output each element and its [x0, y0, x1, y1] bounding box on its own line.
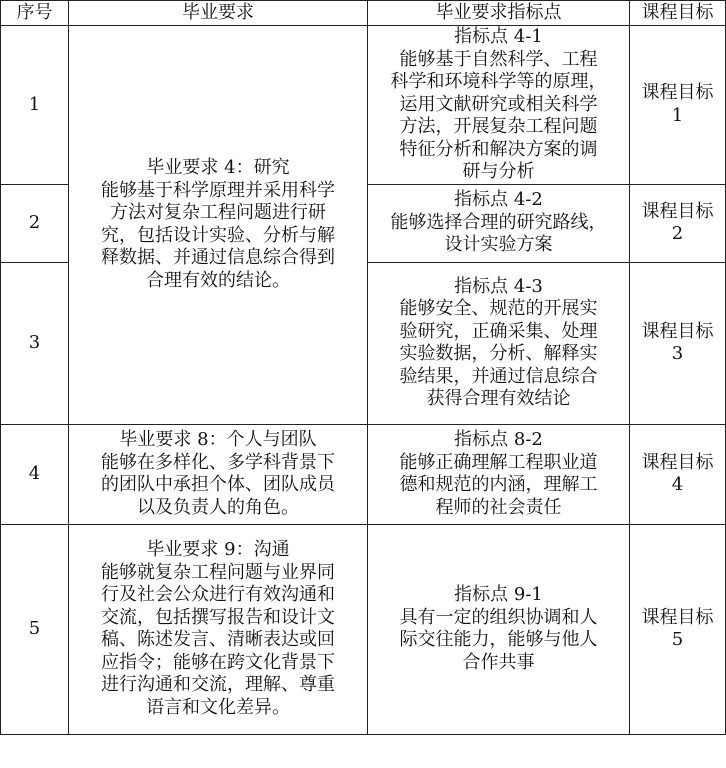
- requirement-cell-4: [69, 26, 368, 425]
- requirement-line: 究，包括设计实验、分析与解: [101, 224, 335, 246]
- indicator-line: 具有一定的组织协调和人: [399, 606, 598, 628]
- indicator-cell: [368, 424, 630, 524]
- course-goal-number: 2: [671, 223, 684, 244]
- row-number: 1: [1, 26, 69, 185]
- indicator-title: 指标点 4-1: [454, 26, 543, 47]
- header-no: 序号: [1, 1, 69, 26]
- course-goal-number: 4: [671, 474, 684, 495]
- requirement-line: 的团队中承担个体、团队成员: [101, 474, 335, 495]
- indicator-cell: [368, 262, 630, 424]
- indicator-cell: [368, 26, 630, 185]
- course-goal-cell: [630, 424, 726, 524]
- course-goal-label: 课程目标: [641, 200, 714, 222]
- indicator-title: 指标点 4-2: [454, 189, 543, 211]
- course-goal-cell: [630, 184, 726, 262]
- row-number: 4: [1, 424, 69, 524]
- header-course-goal: 课程目标: [630, 1, 726, 26]
- requirement-line: 能够就复杂工程问题与业界同: [101, 561, 335, 583]
- row-number: 3: [1, 262, 69, 424]
- indicator-cell: [368, 524, 630, 734]
- course-goal-number: 1: [671, 104, 684, 126]
- indicator-line: 验结果，并通过信息综合: [399, 365, 598, 387]
- requirement-line: 进行沟通和交流，理解、尊重: [101, 674, 335, 695]
- requirement-cell-9: [69, 524, 368, 734]
- row-number: 2: [1, 184, 69, 262]
- requirement-title: 毕业要求 8：个人与团队: [119, 429, 317, 450]
- requirement-line: 能够在多样化、多学科背景下: [101, 451, 335, 473]
- requirement-title: 毕业要求 4：研究: [146, 157, 290, 179]
- requirement-line: 能够基于科学原理并采用科学: [101, 179, 335, 201]
- requirement-line: 语言和文化差异。: [146, 696, 290, 718]
- table-row: [1, 424, 726, 524]
- course-goal-label: 课程目标: [641, 320, 714, 342]
- indicator-line: 能够安全、规范的开展实: [399, 298, 598, 319]
- course-goal-label: 课程目标: [641, 82, 714, 104]
- indicator-line: 获得合理有效结论: [426, 388, 571, 409]
- indicator-line: 德和规范的内涵，理解工: [399, 474, 598, 495]
- indicator-line: 设计实验方案: [444, 234, 553, 256]
- indicator-line: 能够基于自然科学、工程: [399, 48, 598, 70]
- indicator-line: 验研究，正确采集、处理: [399, 320, 598, 342]
- course-goal-cell: [630, 26, 726, 185]
- requirement-line: 合理有效的结论。: [146, 269, 290, 291]
- requirement-line: 释数据、并通过信息综合得到: [101, 247, 335, 269]
- course-goal-cell: [630, 524, 726, 734]
- course-goal-number: 3: [671, 343, 684, 364]
- header-row: [1, 1, 726, 26]
- indicator-title: 指标点 9-1: [454, 584, 543, 605]
- header-requirement: 毕业要求: [69, 1, 368, 26]
- indicator-title: 指标点 8-2: [454, 429, 543, 450]
- indicator-line: 运用文献研究或相关科学: [399, 93, 598, 115]
- indicator-line: 方法，开展复杂工程问题: [399, 116, 598, 137]
- indicator-title: 指标点 4-3: [454, 275, 543, 297]
- requirement-cell-8: [69, 424, 368, 524]
- requirement-line: 应指令；能够在跨文化背景下: [101, 651, 335, 673]
- course-goal-label: 课程目标: [641, 451, 714, 473]
- indicator-cell: [368, 184, 630, 262]
- indicator-line: 能够正确理解工程职业道: [399, 451, 598, 473]
- indicator-line: 程师的社会责任: [435, 496, 562, 518]
- indicator-line: 科学和环境科学等的原理，: [390, 71, 607, 92]
- indicator-line: 特征分析和解决方案的调: [399, 138, 598, 160]
- indicator-line: 能够选择合理的研究路线，: [390, 211, 607, 233]
- row-number: 5: [1, 524, 69, 734]
- header-indicator: 毕业要求指标点: [368, 1, 630, 26]
- course-goal-number: 5: [671, 629, 684, 650]
- requirement-line: 稿、陈述发言、清晰表达或回: [101, 629, 335, 650]
- indicator-line: 际交往能力，能够与他人: [399, 629, 598, 650]
- requirement-title: 毕业要求 9：沟通: [146, 539, 290, 560]
- indicator-line: 研与分析: [462, 161, 535, 182]
- table-row: [1, 524, 726, 734]
- course-goal-cell: [630, 262, 726, 424]
- requirement-line: 以及负责人的角色。: [137, 496, 299, 518]
- indicator-line: 合作共事: [462, 651, 535, 673]
- requirement-line: 行及社会公众进行有效沟通和: [101, 584, 335, 605]
- course-goal-label: 课程目标: [641, 606, 714, 628]
- indicator-line: 实验数据，分析、解释实: [399, 343, 598, 364]
- requirement-line: 方法对复杂工程问题进行研: [110, 202, 326, 224]
- requirement-line: 交流，包括撰写报告和设计文: [101, 606, 335, 628]
- table-row: [1, 26, 726, 185]
